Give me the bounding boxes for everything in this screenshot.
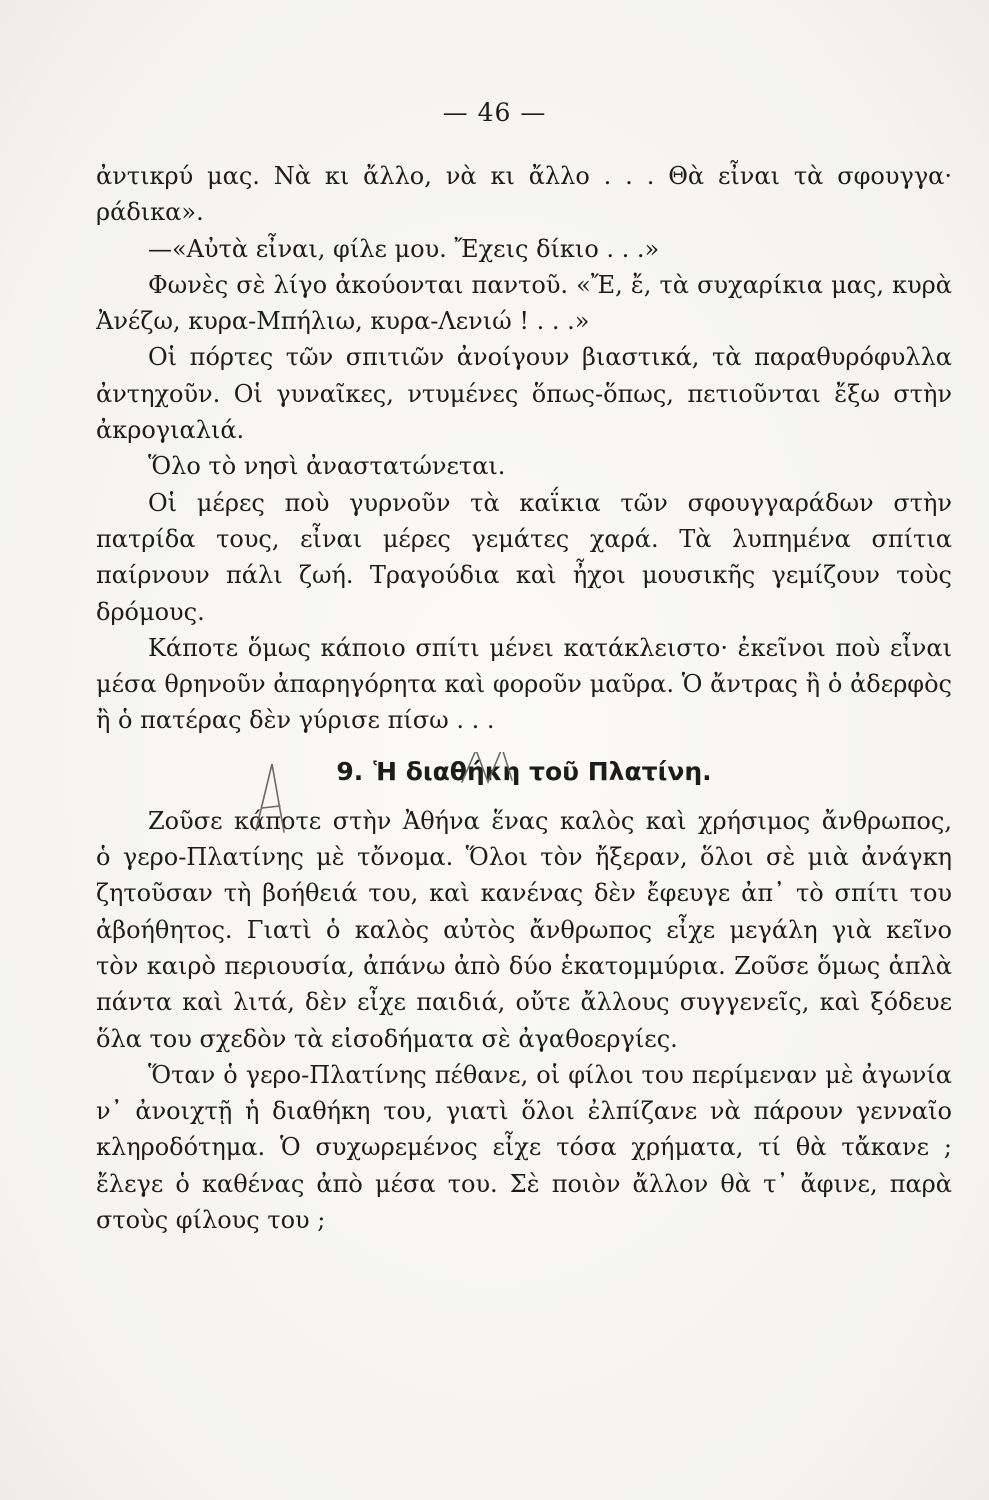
paragraph: [96, 231, 952, 267]
paragraph: [96, 448, 952, 484]
text-line: Ὅταν ὁ γερο-Πλατίνης πέθανε, οἱ φίλοι του περίμεναν μὲ ἀγωνία: [148, 1060, 952, 1089]
text-line: Ἀνέζω, κυρα-Μπήλιω, κυρα-Λενιώ ! . . .»: [96, 307, 590, 336]
text-line: παίρνουν πάλι ζωή. Τραγούδια καὶ ἦχοι μουσικῆς γεμίζουν τοὺς: [96, 561, 952, 590]
paragraph: [96, 1057, 952, 1238]
text-line: ἀντικρύ μας. Νὰ κι ἄλλο, νὰ κι ἄλλο . . . Θὰ εἶναι τὰ σφουγγα·: [96, 162, 952, 190]
paragraph: [96, 158, 952, 231]
text-line: τὸν καιρὸ περιουσία, ἀπάνω ἀπὸ δύο ἑκατομμύρια. Ζοῦσε ὅμως ἁπλὰ: [96, 951, 952, 980]
text-line: ἀβοήθητος. Γιατὶ ὁ καλὸς αὐτὸς ἄνθρωπος εἶχε μεγάλη γιὰ κεῖνο: [96, 915, 952, 944]
chapter-title: Ἡ διαθήκη τοῦ Πλατίνη.: [373, 756, 712, 786]
text-line: Οἱ μέρες ποὺ γυρνοῦν τὰ καΐκια τῶν σφουγγαράδων στὴν: [148, 488, 952, 517]
text-line: ἔλεγε ὁ καθένας ἀπὸ μέσα του. Σὲ ποιὸν ἄλλον θὰ τ᾿ ἄφινε, παρὰ: [96, 1169, 952, 1198]
chapter-heading: [96, 749, 952, 795]
text-line: ἢ ὁ πατέρας δὲν γύρισε πίσω . . .: [96, 706, 495, 735]
page-number: — 46 —: [442, 98, 547, 127]
text-line: Ὅλο τὸ νησὶ ἀναστατώνεται.: [148, 452, 506, 481]
paragraph: [96, 339, 952, 448]
text-line: ὁ γερο-Πλατίνης μὲ τὄνομα. Ὅλοι τὸν ἤξεραν, ὅλοι σὲ μιὰ ἀνάγκη: [96, 843, 952, 872]
text-line: δρόμους.: [96, 597, 205, 626]
text-line: ἀκρογιαλιά.: [96, 416, 245, 445]
text-line: ὅλα του σχεδὸν τὰ εἰσοδήματα σὲ ἀγαθοεργίες.: [96, 1024, 678, 1053]
paragraph: [96, 485, 952, 630]
text-line: —«Αὐτὰ εἶναι, φίλε μου. Ἔχεις δίκιο . . .»: [148, 234, 660, 263]
text-line: κληροδότημα. Ὁ συχωρεμένος εἶχε τόσα χρήματα, τί θὰ τἄκανε ;: [96, 1133, 952, 1162]
text-line: ν᾿ ἀνοιχτῇ ἡ διαθήκη του, γιατὶ ὅλοι ἐλπίζανε νὰ πάρουν γενναῖο: [96, 1097, 952, 1126]
paragraph: [96, 630, 952, 739]
text-line: Κάποτε ὅμως κάποιο σπίτι μένει κατάκλειστο· ἐκεῖνοι ποὺ εἶναι: [148, 633, 952, 662]
chapter-number: 9.: [336, 756, 364, 786]
text-line: Οἱ πόρτες τῶν σπιτιῶν ἀνοίγουν βιαστικά, τὰ παραθυρόφυλλα: [148, 343, 952, 372]
text-line: πάντα καὶ λιτά, δὲν εἶχε παιδιά, οὔτε ἄλλους συγγενεῖς, καὶ ξόδευε: [96, 988, 952, 1017]
page-text: [96, 158, 952, 1238]
text-line: ζητοῦσαν τὴ βοήθειά του, καὶ κανένας δὲν ἔφευγε ἀπ᾿ τὸ σπίτι του: [96, 879, 952, 908]
paragraph: [96, 267, 952, 340]
text-line: Φωνὲς σὲ λίγο ἀκούονται παντοῦ. «Ἔ, ἔ, τὰ συχαρίκια μας, κυρὰ: [148, 270, 952, 299]
text-line: Ζοῦσε κάποτε στὴν Ἀθήνα ἕνας καλὸς καὶ χρήσιμος ἄνθρωπος,: [148, 806, 952, 835]
text-line: μέσα θρηνοῦν ἀπαρηγόρητα καὶ φοροῦν μαῦρα. Ὁ ἄντρας ἢ ὁ ἀδερφὸς: [96, 670, 952, 699]
text-line: ἀντηχοῦν. Οἱ γυναῖκες, ντυμένες ὅπως-ὅπως, πετιοῦνται ἔξω στὴν: [96, 379, 952, 408]
paragraph: [96, 803, 952, 1057]
text-line: πατρίδα τους, εἶναι μέρες γεμάτες χαρά. Τὰ λυπημένα σπίτια: [96, 524, 952, 553]
text-line: στοὺς φίλους του ;: [96, 1206, 326, 1235]
text-line: ράδικα».: [96, 198, 204, 227]
